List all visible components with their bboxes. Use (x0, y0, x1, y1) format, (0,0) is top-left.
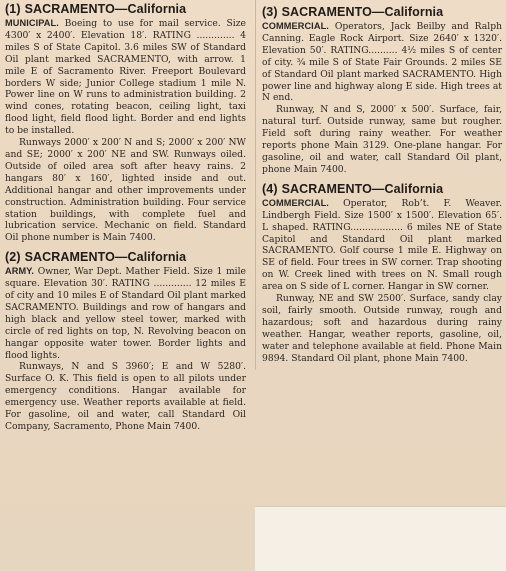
entry-type-label: MUNICIPAL. (5, 18, 59, 28)
entry-type-label: ARMY. (5, 266, 35, 277)
entry-title: SACRAMENTO—California (281, 5, 444, 19)
entry-number: (4) (262, 181, 278, 196)
entry-description (5, 18, 246, 137)
entry-runway-info: Runway, N and S, 2000′ x 500′. Surface, fair, natural turf. Outside runway, same but rougher. Field soft during rainy weather. For weather reports phone Main 3129. One-plane hangar. For gasoline, oil and water, call Standard Oil plant, phone Main 7400. (262, 104, 502, 175)
entry-4 (262, 182, 502, 365)
entry-title: SACRAMENTO—California (24, 2, 187, 16)
entry-runway-info: Runway, NE and SW 2500′. Surface, sandy clay soil, fairly smooth. Outside runway, rough and hazardous; soft and hazardous during rainy weather. Hangar, weather reports, gasoline, oil, water and telephone available at field. Phone Main 9894. Standard Oil plant, phone Main 7400. (262, 293, 502, 364)
entry-heading (5, 2, 246, 17)
entry-title: SACRAMENTO—California (281, 181, 444, 196)
entry-description-text: Operators, Jack Beilby and Ralph Canning. Eagle Rock Airport. Size 2640′ x 1320′. Elevation 50′. RATING.......... 4½ miles S of center of city. ¾ mile S of State Fair Grounds. 2 miles SE of Standard Oil plant marked SACRAMENTO. High power line and highway along E side. High trees at N end. (262, 21, 502, 104)
entry-number: (2) (5, 250, 21, 265)
entry-title: SACRAMENTO—California (24, 250, 187, 265)
entry-runway-info: Runways 2000′ x 200′ N and S; 2000′ x 200′ NW and SE; 2000′ x 200′ NE and SW. Runways oiled. Outside of oiled area soft after heavy rains. 2 hangars 80′ x 160′, lighted inside and out. Additional hangar and other improvements under construction. Administration building. Four service station buildings, with complete fuel and lubrication service. Mechanic on field. Standard Oil phone number is Main 7400. (5, 137, 246, 244)
entry-description (262, 198, 502, 293)
page-blank-area (255, 506, 506, 571)
entry-runway-info: Runways, N and S 3960′; E and W 5280′. Surface O. K. This field is open to all pilots under emergency conditions. Hangar available for emergency use. Weather reports available at field. For gasoline, oil and water, call Standard Oil Company, Sacramento, Phone Main 7400. (5, 361, 246, 432)
entry-heading (262, 5, 502, 20)
entry-description-text: Owner, War Dept. Mather Field. Size 1 mile square. Elevation 30′. RATING ............. 12 miles E of city and 10 miles E of Standard Oil plant marked SACRAMENTO. Buildings and row of hangars and high black and yellow steel tower, marked with circle of red lights on top, N. Revolving beacon on hangar opposite water tower. Border lights and flood lights. (5, 266, 246, 361)
entry-number: (1) (5, 2, 21, 16)
left-column (0, 0, 252, 439)
entry-heading (262, 182, 502, 197)
entry-description-text: Boeing to use for mail service. Size 4300′ x 2400′. Elevation 18′. RATING ............. 4 miles S of State Capitol. 3.6 miles SW of Standard Oil plant marked SACRAMENTO, with arrow. 1 mile E of Sacramento River. Freeport Boulevard borders W side; Junior College stadium 1 mile N. Power line on W runs to administration building. 2 wind cones, rotating beacon, ceiling light, taxi flood light, field flood light. Border and end lights to be installed. (5, 18, 246, 137)
entry-heading (5, 250, 246, 265)
entry-3 (262, 5, 502, 176)
entry-description-text: Operator, Rob’t. F. Weaver. Lindbergh Field. Size 1500′ x 1500′. Elevation 65′. L shaped. RATING.................. 6 miles NE of State Capitol and Standard Oil plant marked SACRAMENTO. Golf course 1 mile E. Highway on SE of field. Four trees in SW corner. Trap shooting on W. Creek lined with trees on N. Small rough area on S side of L corner. Hangar in SW corner. (262, 197, 502, 293)
entry-description (5, 266, 246, 361)
entry-number: (3) (262, 5, 278, 19)
entry-type-label: COMMERCIAL. (262, 21, 329, 31)
entry-type-label: COMMERCIAL. (262, 197, 329, 208)
right-column (255, 0, 506, 370)
entry-2 (5, 250, 246, 433)
entry-1 (5, 2, 246, 244)
entry-description (262, 21, 502, 104)
